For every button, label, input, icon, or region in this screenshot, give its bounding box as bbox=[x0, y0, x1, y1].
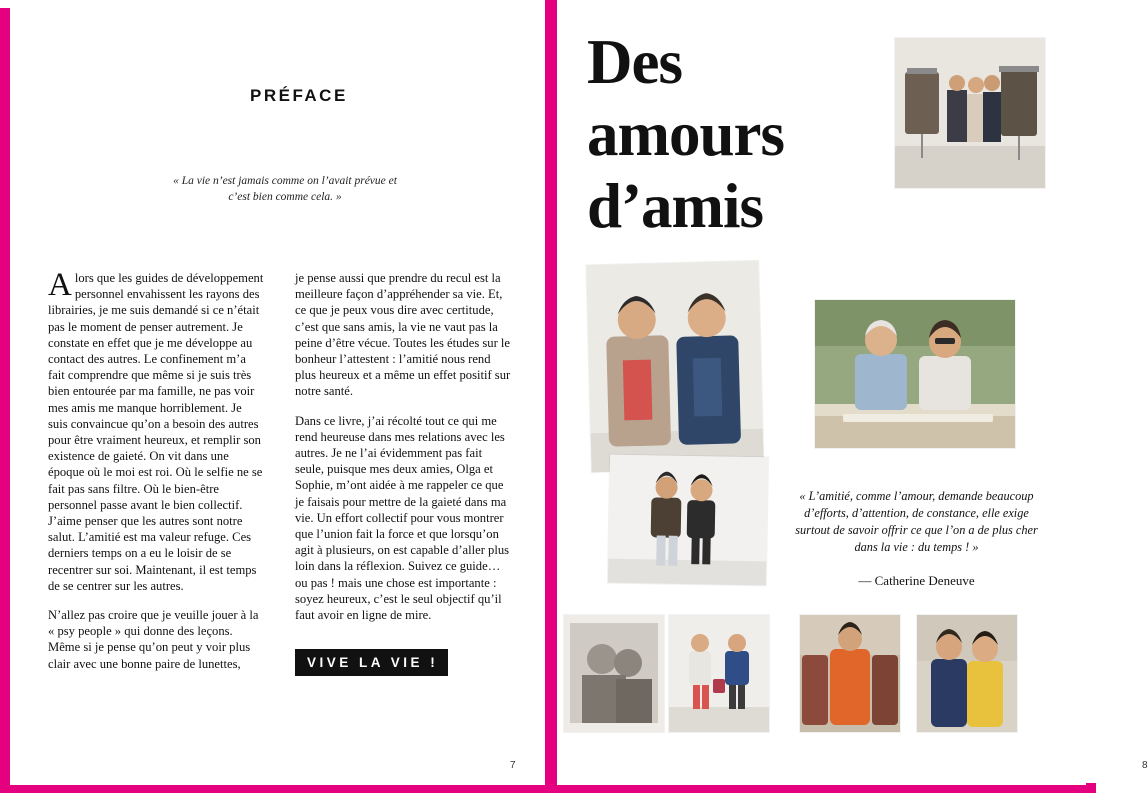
folio-left: 7 bbox=[510, 760, 516, 771]
quote-attribution: — Catherine Deneuve bbox=[858, 573, 975, 588]
paragraph: N’allez pas croire que je veuille jouer à la « psy people » qui donne des leçons. Même si je pense qu’on peut y voir plus clair avec une bonne paire de lunettes, bbox=[48, 608, 259, 671]
vive-la-vie-stamp: VIVE LA VIE ! bbox=[295, 649, 448, 676]
clothing-rack-photo bbox=[895, 38, 1045, 188]
left-page bbox=[10, 8, 545, 785]
right-page bbox=[557, 8, 1148, 785]
two-women-photo bbox=[586, 261, 763, 472]
folio-right: 8 bbox=[1142, 760, 1148, 771]
strip-photo-4-art bbox=[917, 615, 1017, 732]
body-column-right bbox=[295, 270, 511, 636]
epigraph: « La vie n’est jamais comme on l’avait prévue et c’est bien comme cela. » bbox=[173, 175, 397, 203]
headline-line-1: Des bbox=[587, 27, 682, 97]
strip-photo-2-art bbox=[669, 615, 769, 732]
paragraph: je pense aussi que prendre du recul est la meilleure façon d’appréhender sa vie. Et, ce que je peux vous dire avec certitude, c’est que sans amis, la vie ne vaut pas la peine d’être vécue. Toutes les études sur le bonheur l’attestent : l’amitié nous rend plus heureux et a même un effet positif sur notre santé. bbox=[295, 271, 511, 399]
strip-photo-1 bbox=[564, 615, 664, 732]
magenta-gutter bbox=[545, 0, 557, 793]
couple-standing-photo bbox=[608, 455, 768, 586]
paragraph bbox=[48, 267, 264, 594]
headline-line-3: d’amis bbox=[587, 171, 764, 241]
couple-standing-photo-art bbox=[608, 455, 768, 586]
terrace-lunch-photo-art bbox=[815, 300, 1015, 448]
strip-photo-3-art bbox=[800, 615, 900, 732]
strip-photo-1-art bbox=[564, 615, 664, 732]
page-title: PRÉFACE bbox=[250, 86, 348, 105]
paragraph-text: lors que les guides de développement personnel envahissent les rayons des librairies, je me suis demandé si ce n’était pas le moment de penser autrement. Je constate en effet que je me développe au contact des autres. Le confinement m’a fait comprendre que même si je suis très bien entourée par ma famille, ne pas voir mes amis me manque horriblement. Je suis convaincue qu’on a besoin des autres pour être vraiment heureux, et remplir son existence de gaieté. On vit dans une époque où le moi est roi. Où le selfie ne se fait pas sans filtre. Où le bien-être personnel passe avant le bien collectif. J’aime penser que les autres sont notre salut. L’amitié est ma valeur refuge. Ces derniers temps on a eu le loisir de se recentrer sur soi. Maintenant, il est temps de se centrer sur les autres. bbox=[48, 271, 264, 593]
chapter-headline bbox=[587, 26, 897, 242]
strip-photo-4 bbox=[917, 615, 1017, 732]
paragraph: Dans ce livre, j’ai récolté tout ce qui me rend heureuse dans mes relations avec les autres. Je ne l’ai évidemment pas fait seule, puisque mes deux amies, Olga et Sophie, m’ont aidée à me rappeler ce que je faisais pour mettre de la gaieté dans ma vie. Un effort collectif pour vous montrer que l’union fait la force et que lorsqu’on agit à plusieurs, on est capable d’aller plus loin dans la réflexion. Suivez ce guide… ou pas ! mais une chose est importante : soyez heureux, c’est le seul objectif qu’il faut avoir en ligne de mire. bbox=[295, 413, 510, 623]
body-column-left bbox=[48, 267, 264, 685]
headline-line-2: amours bbox=[587, 99, 784, 169]
drop-cap: A bbox=[48, 267, 72, 303]
strip-photo-3 bbox=[800, 615, 900, 732]
terrace-lunch-photo bbox=[815, 300, 1015, 448]
clothing-rack-photo-art bbox=[895, 38, 1045, 188]
two-women-photo-art bbox=[586, 261, 763, 472]
strip-photo-2 bbox=[669, 615, 769, 732]
magenta-left-border bbox=[0, 0, 10, 793]
pull-quote: « L’amitié, comme l’amour, demande beaucoup d’efforts, d’attention, de constance, elle exige surtout de savoir offrir ce que l’on a de plus cher dans la vie : du temps ! » bbox=[795, 489, 1038, 554]
